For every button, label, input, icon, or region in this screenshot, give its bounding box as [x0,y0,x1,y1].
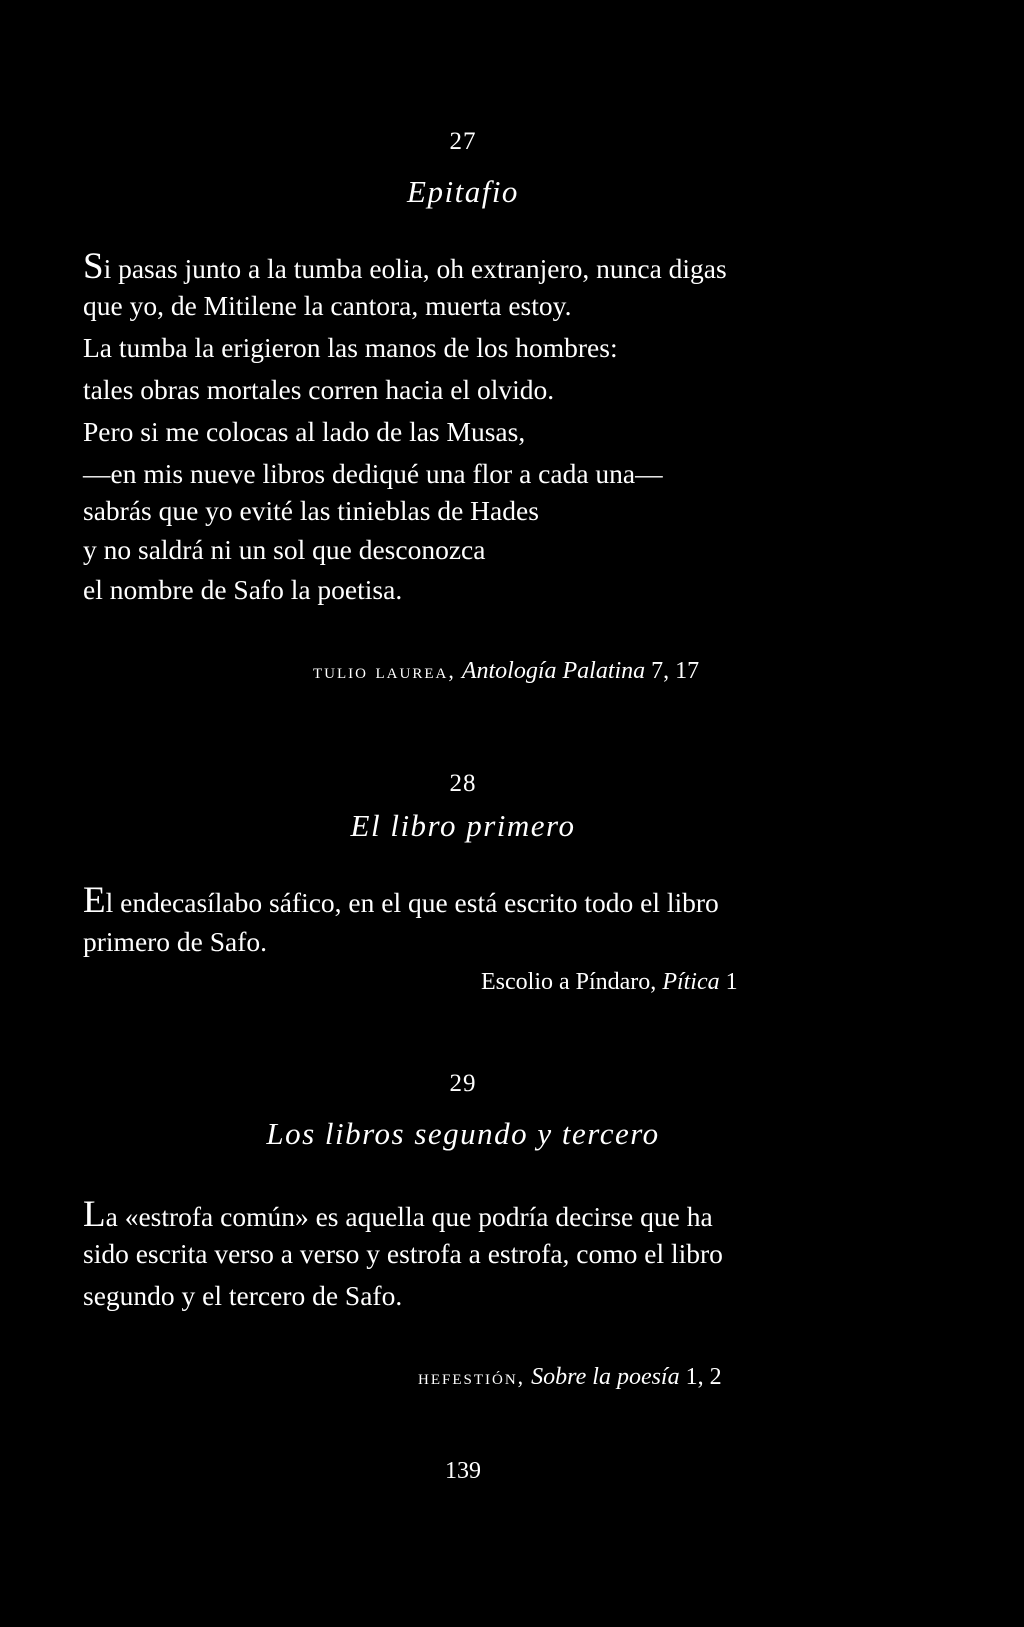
page-number: 139 [445,1458,481,1484]
verse-line: La tumba la erigieron las manos de los hombres: [83,332,618,363]
source-work: Pítica [662,969,720,995]
prose-line: segundo y el tercero de Safo. [83,1280,403,1311]
verse-line [83,248,727,285]
verse-line: —en mis nueve libros dediqué una flor a cada una— [83,458,663,489]
section-number: 27 [449,128,477,155]
prose-line [83,1196,713,1233]
verse-line: tales obras mortales corren hacia el olvido. [83,374,555,405]
source-author: Escolio a Píndaro, [481,969,657,995]
verse-line: que yo, de Mitilene la cantora, muerta estoy. [83,290,572,321]
source-work: Antología Palatina [461,658,646,684]
source-author: tulio laurea, [313,658,456,683]
verse-line: el nombre de Safo la poetisa. [83,574,403,605]
verse-line: Pero si me colocas al lado de las Musas, [83,416,526,447]
source-ref: 1, 2 [685,1364,722,1390]
verse-line: y no saldrá ni un sol que desconozca [83,534,486,565]
prose-line: sido escrita verso a verso y estrofa a estrofa, como el libro [83,1238,723,1269]
source-citation [418,1364,722,1391]
drop-cap: L [83,1194,106,1235]
prose-text: a «estrofa común» es aquella que podría decirse que ha [105,1201,713,1232]
section-number: 28 [449,770,477,797]
prose-line [83,882,719,919]
source-ref: 1 [725,969,738,995]
source-author: hefestión, [418,1364,526,1389]
drop-cap: S [83,246,104,287]
source-work: Sobre la poesía [531,1364,680,1390]
book-page [83,0,843,1627]
section-title: Epitafio [407,174,519,209]
source-ref: 7, 17 [651,658,700,684]
drop-cap: E [83,880,106,921]
source-citation [481,969,738,996]
section-title: Los libros segundo y tercero [266,1116,660,1151]
prose-line: primero de Safo. [83,926,268,957]
section-title: El libro primero [350,808,576,843]
verse-text: i pasas junto a la tumba eolia, oh extranjero, nunca digas [103,253,727,284]
source-citation [313,658,699,685]
verse-line: sabrás que yo evité las tinieblas de Hades [83,495,539,526]
prose-text: l endecasílabo sáfico, en el que está escrito todo el libro [105,887,719,918]
section-number: 29 [449,1070,477,1097]
